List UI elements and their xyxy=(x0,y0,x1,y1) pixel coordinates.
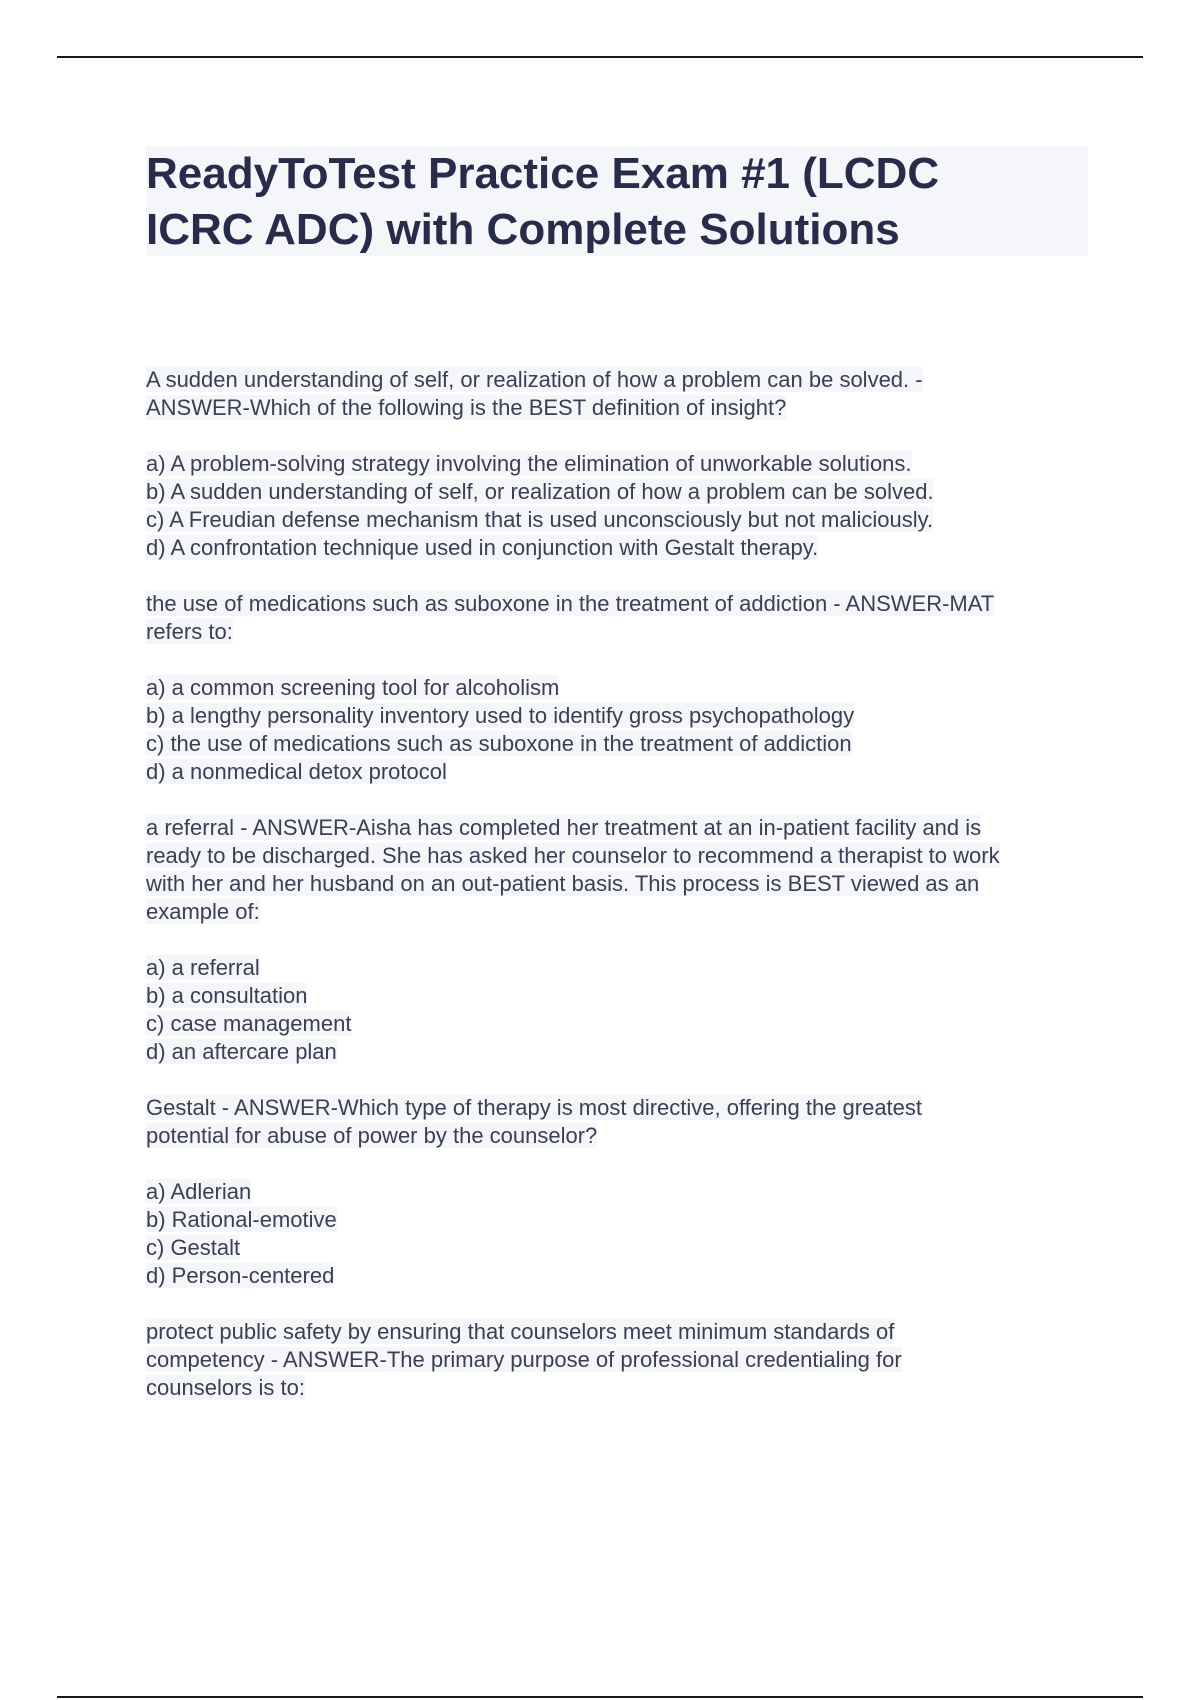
option-a: a) a referral xyxy=(146,955,260,980)
option-d: d) a nonmedical detox protocol xyxy=(146,759,447,784)
bottom-rule xyxy=(57,1696,1143,1698)
option-b: b) A sudden understanding of self, or realization of how a problem can be solved. xyxy=(146,479,934,504)
option-c: c) A Freudian defense mechanism that is used unconsciously but not maliciously. xyxy=(146,507,934,532)
question-5 xyxy=(146,1318,1096,1402)
question-1 xyxy=(146,366,1096,562)
answer-options xyxy=(146,674,1096,786)
question-stem: the use of medications such as suboxone in the treatment of addiction - ANSWER-MAT refers to: xyxy=(146,591,995,644)
option-c: c) Gestalt xyxy=(146,1235,241,1260)
option-a: a) Adlerian xyxy=(146,1179,252,1204)
document-title: ReadyToTest Practice Exam #1 (LCDC ICRC ADC) with Complete Solutions xyxy=(146,149,940,254)
question-stem: a referral - ANSWER-Aisha has completed her treatment at an in-patient facility and is ready to be discharged. She has asked her counselor to recommend a therapist to work with her and her husband on an out-patient basis. This process is BEST viewed as an example of: xyxy=(146,815,1000,924)
answer-options xyxy=(146,954,1096,1066)
option-d: d) A confrontation technique used in conjunction with Gestalt therapy. xyxy=(146,535,819,560)
title-block xyxy=(146,146,1088,256)
option-c: c) case management xyxy=(146,1011,352,1036)
option-d: d) an aftercare plan xyxy=(146,1039,337,1064)
document-body xyxy=(146,366,1096,1430)
question-stem: A sudden understanding of self, or realization of how a problem can be solved. - ANSWER-Which of the following is the BEST definition of insight? xyxy=(146,367,923,420)
option-a: a) a common screening tool for alcoholism xyxy=(146,675,560,700)
question-2 xyxy=(146,590,1096,786)
question-3 xyxy=(146,814,1096,1066)
option-c: c) the use of medications such as suboxone in the treatment of addiction xyxy=(146,731,852,756)
option-b: b) Rational-emotive xyxy=(146,1207,337,1232)
answer-options xyxy=(146,450,1096,562)
question-stem: Gestalt - ANSWER-Which type of therapy is most directive, offering the greatest potential for abuse of power by the counselor? xyxy=(146,1095,923,1148)
question-stem: protect public safety by ensuring that counselors meet minimum standards of competency - ANSWER-The primary purpose of professional credentialing for counselors is to: xyxy=(146,1319,902,1400)
option-b: b) a lengthy personality inventory used to identify gross psychopathology xyxy=(146,703,855,728)
option-a: a) A problem-solving strategy involving the elimination of unworkable solutions. xyxy=(146,451,912,476)
top-rule xyxy=(57,56,1143,58)
option-b: b) a consultation xyxy=(146,983,308,1008)
question-4 xyxy=(146,1094,1096,1290)
option-d: d) Person-centered xyxy=(146,1263,335,1288)
answer-options xyxy=(146,1178,1096,1290)
